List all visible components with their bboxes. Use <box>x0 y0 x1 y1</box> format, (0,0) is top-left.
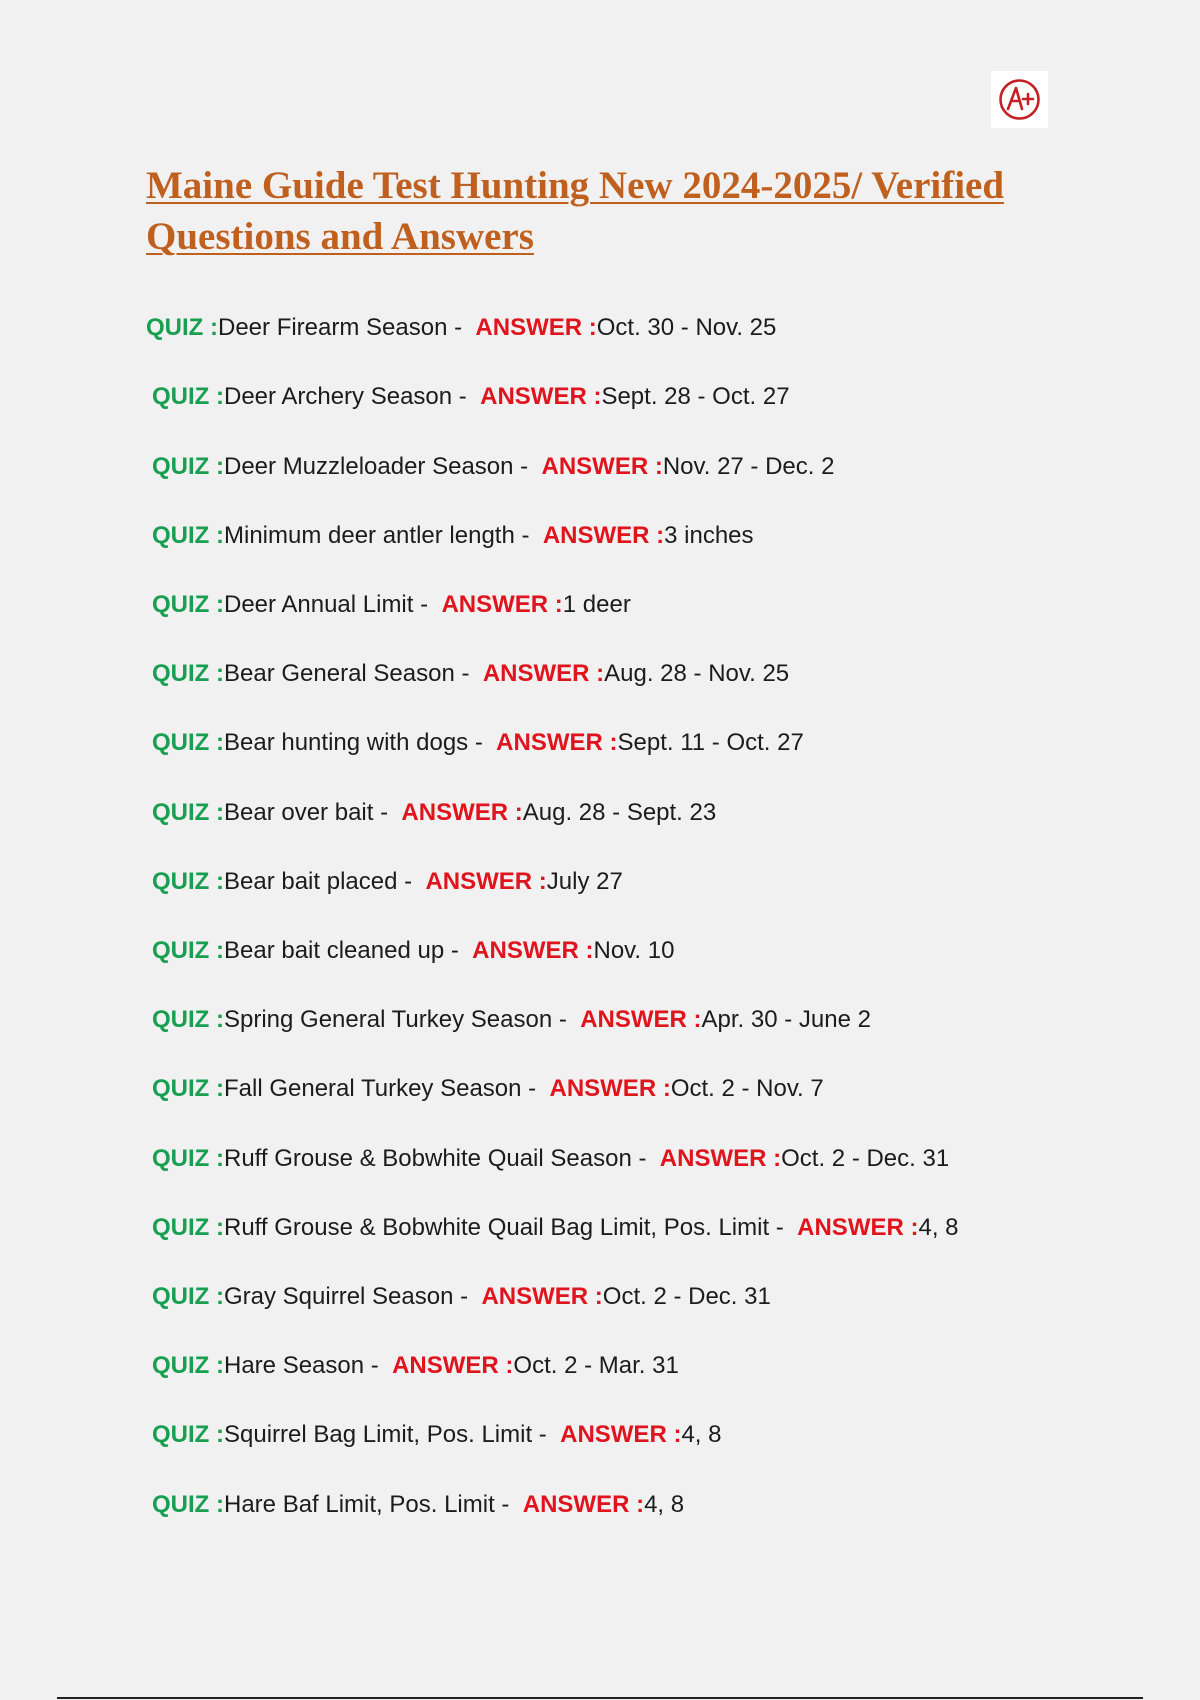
question-text: Bear bait cleaned up <box>224 937 445 964</box>
answer-label: ANSWER : <box>580 1006 702 1033</box>
separator: - <box>494 1491 523 1518</box>
answer-label: ANSWER : <box>522 1491 645 1518</box>
question-text: Bear General Season <box>224 660 455 687</box>
quiz-label: QUIZ : <box>152 522 224 549</box>
question-text: Minimum deer antler length <box>224 522 515 549</box>
answer-label: ANSWER : <box>542 522 665 549</box>
separator: - <box>468 729 497 756</box>
quiz-label: QUIZ : <box>152 1352 224 1379</box>
qa-item <box>152 1074 824 1104</box>
quiz-label: QUIZ : <box>152 660 224 687</box>
quiz-label: QUIZ : <box>152 937 224 964</box>
question-text: Squirrel Bag Limit, Pos. Limit <box>224 1421 533 1448</box>
question-text: Ruff Grouse & Bobwhite Quail Bag Limit, Pos. Limit <box>224 1214 770 1241</box>
qa-item <box>152 728 804 758</box>
answer-label: ANSWER : <box>472 937 594 964</box>
quiz-label: QUIZ : <box>152 799 224 826</box>
answer-label: ANSWER : <box>392 1352 514 1379</box>
question-text: Bear bait placed <box>224 868 398 895</box>
quiz-label: QUIZ : <box>152 1006 224 1033</box>
qa-item <box>152 1213 959 1243</box>
answer-label: ANSWER : <box>549 1075 671 1102</box>
qa-item <box>152 452 834 482</box>
qa-item <box>152 1144 949 1174</box>
qa-item <box>152 1420 721 1450</box>
quiz-label: QUIZ : <box>152 868 224 895</box>
question-text: Deer Muzzleloader Season <box>224 453 514 480</box>
quiz-label: QUIZ : <box>152 1075 224 1102</box>
answer-text: Oct. 2 - Dec. 31 <box>602 1283 771 1310</box>
answer-label: ANSWER : <box>480 383 602 410</box>
qa-item <box>152 590 631 620</box>
qa-item <box>152 382 790 412</box>
separator: - <box>397 868 426 895</box>
qa-item <box>152 1005 871 1035</box>
answer-label: ANSWER : <box>481 1283 603 1310</box>
answer-label: ANSWER : <box>797 1214 919 1241</box>
answer-text: 4, 8 <box>681 1421 722 1448</box>
qa-item <box>152 798 716 828</box>
answer-label: ANSWER : <box>560 1421 682 1448</box>
separator: - <box>521 1075 550 1102</box>
question-text: Hare Baf Limit, Pos. Limit <box>224 1491 495 1518</box>
qa-item <box>152 659 789 689</box>
question-text: Bear over bait <box>224 799 374 826</box>
separator: - <box>444 937 473 964</box>
separator: - <box>532 1421 561 1448</box>
qa-item <box>152 936 674 966</box>
document-title: Maine Guide Test Hunting New 2024-2025/ Verified Questions and Answers <box>146 164 1005 258</box>
separator: - <box>364 1352 393 1379</box>
qa-item <box>152 1282 771 1312</box>
question-text: Deer Annual Limit <box>224 591 414 618</box>
quiz-label: QUIZ : <box>152 453 224 480</box>
answer-label: ANSWER : <box>425 868 547 895</box>
separator: - <box>454 660 483 687</box>
question-text: Spring General Turkey Season <box>224 1006 553 1033</box>
separator: - <box>453 1283 482 1310</box>
separator: - <box>413 591 442 618</box>
answer-text: Oct. 2 - Nov. 7 <box>670 1075 824 1102</box>
answer-text: July 27 <box>546 868 623 895</box>
answer-text: 3 inches <box>664 522 754 549</box>
answer-text: Nov. 10 <box>593 937 675 964</box>
separator: - <box>513 453 542 480</box>
quiz-label: QUIZ : <box>146 314 218 341</box>
separator: - <box>373 799 402 826</box>
separator: - <box>452 383 481 410</box>
answer-label: ANSWER : <box>659 1145 782 1172</box>
quiz-label: QUIZ : <box>152 1491 224 1518</box>
answer-label: ANSWER : <box>401 799 523 826</box>
answer-text: Aug. 28 - Nov. 25 <box>604 660 790 687</box>
qa-item <box>152 521 754 551</box>
question-text: Hare Season <box>224 1352 365 1379</box>
answer-text: Nov. 27 - Dec. 2 <box>662 453 835 480</box>
quiz-label: QUIZ : <box>152 1145 224 1172</box>
answer-text: Oct. 2 - Dec. 31 <box>781 1145 950 1172</box>
separator: - <box>769 1214 798 1241</box>
question-text: Gray Squirrel Season <box>224 1283 454 1310</box>
footer-divider <box>57 1697 1143 1699</box>
answer-text: 4, 8 <box>644 1491 685 1518</box>
answer-text: Apr. 30 - June 2 <box>701 1006 871 1033</box>
answer-text: Sept. 28 - Oct. 27 <box>601 383 790 410</box>
separator: - <box>447 314 476 341</box>
answer-text: Aug. 28 - Sept. 23 <box>522 799 717 826</box>
answer-text: Oct. 2 - Mar. 31 <box>513 1352 679 1379</box>
answer-label: ANSWER : <box>496 729 618 756</box>
question-text: Ruff Grouse & Bobwhite Quail Season <box>224 1145 632 1172</box>
answer-label: ANSWER : <box>441 591 563 618</box>
answer-label: ANSWER : <box>541 453 663 480</box>
answer-label: ANSWER : <box>482 660 605 687</box>
answer-text: Sept. 11 - Oct. 27 <box>617 729 804 756</box>
quiz-label: QUIZ : <box>152 729 224 756</box>
question-text: Deer Archery Season <box>224 383 453 410</box>
separator: - <box>552 1006 581 1033</box>
question-text: Deer Firearm Season <box>218 314 448 341</box>
qa-item <box>152 867 623 897</box>
question-text: Bear hunting with dogs <box>224 729 469 756</box>
qa-item <box>146 313 776 343</box>
answer-label: ANSWER : <box>475 314 597 341</box>
answer-text: Oct. 30 - Nov. 25 <box>596 314 777 341</box>
answer-text: 1 deer <box>562 591 631 618</box>
separator: - <box>514 522 543 549</box>
quiz-label: QUIZ : <box>152 383 224 410</box>
separator: - <box>631 1145 660 1172</box>
answer-text: 4, 8 <box>918 1214 959 1241</box>
qa-item <box>152 1351 679 1381</box>
question-text: Fall General Turkey Season <box>224 1075 522 1102</box>
qa-item <box>152 1490 684 1520</box>
quiz-label: QUIZ : <box>152 1283 224 1310</box>
quiz-label: QUIZ : <box>152 1214 224 1241</box>
quiz-label: QUIZ : <box>152 1421 224 1448</box>
quiz-label: QUIZ : <box>152 591 224 618</box>
